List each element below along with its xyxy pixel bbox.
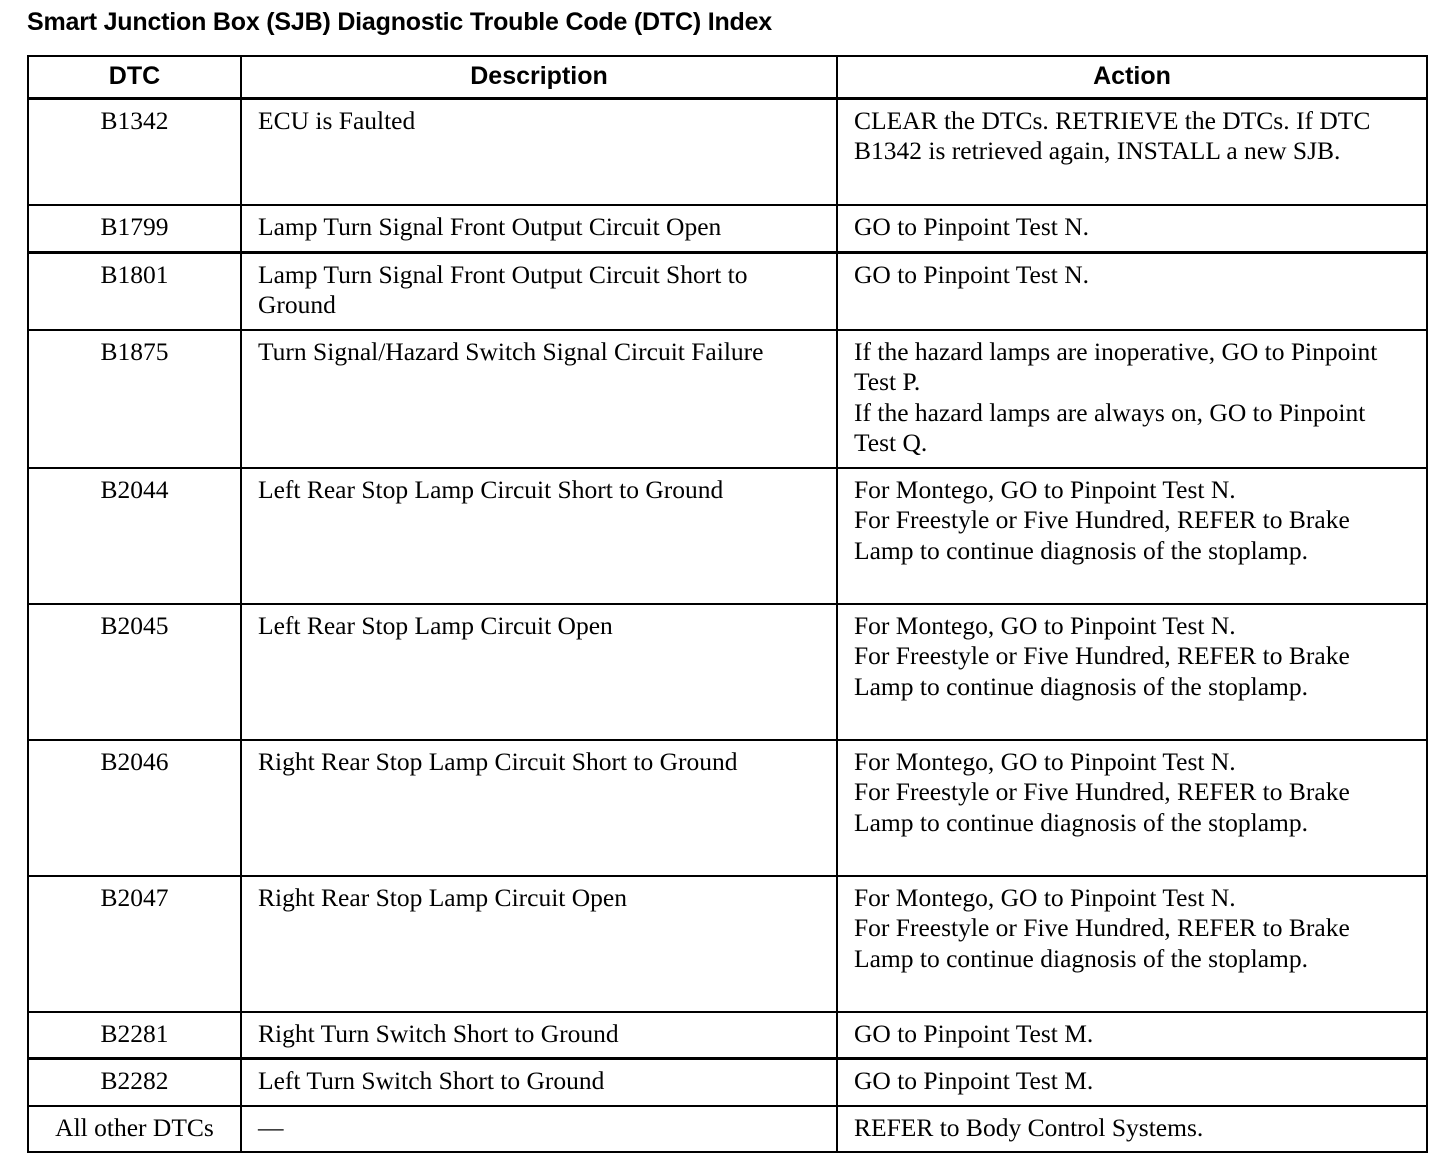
action-line: For Freestyle or Five Hundred, REFER to Brake Lamp to continue diagnosis of the stoplamp.: [854, 777, 1350, 837]
dtc-description: Lamp Turn Signal Front Output Circuit Open: [241, 205, 837, 252]
dtc-code: B1799: [28, 205, 241, 252]
dtc-action: [837, 740, 1427, 876]
action-line: For Montego, GO to Pinpoint Test N.: [854, 882, 1236, 912]
action-line: For Montego, GO to Pinpoint Test N.: [854, 746, 1236, 776]
table-row: [28, 98, 1427, 205]
table-row: [28, 604, 1427, 740]
dtc-code: B2281: [28, 1012, 241, 1059]
dtc-action: [837, 604, 1427, 740]
table-row: [28, 468, 1427, 604]
action-line: GO to Pinpoint Test N.: [854, 259, 1090, 289]
header-dtc: DTC: [28, 56, 241, 98]
dtc-code: B2044: [28, 468, 241, 604]
table-row: [28, 1012, 1427, 1059]
dtc-code: B1875: [28, 330, 241, 468]
table-row: [28, 205, 1427, 252]
table-row: [28, 252, 1427, 330]
header-action: Action: [837, 56, 1427, 98]
dtc-action: [837, 205, 1427, 252]
dtc-index-table: [27, 55, 1428, 1153]
dtc-description: Turn Signal/Hazard Switch Signal Circuit Failure: [241, 330, 837, 468]
dtc-action: [837, 1106, 1427, 1153]
dtc-code: B1801: [28, 252, 241, 330]
dtc-code: All other DTCs: [55, 1112, 214, 1142]
action-line: GO to Pinpoint Test M.: [854, 1018, 1094, 1048]
dtc-description: Right Rear Stop Lamp Circuit Short to Ground: [241, 740, 837, 876]
dtc-action: [837, 98, 1427, 205]
table-row: [28, 330, 1427, 468]
dtc-description: —: [241, 1106, 837, 1153]
table-row: [28, 1106, 1427, 1153]
table-header-row: [28, 56, 1427, 98]
table-row: [28, 740, 1427, 876]
dtc-code: B2046: [28, 740, 241, 876]
document-title: Smart Junction Box (SJB) Diagnostic Trouble Code (DTC) Index: [27, 8, 773, 36]
action-line: GO to Pinpoint Test N.: [854, 212, 1090, 241]
dtc-description: ECU is Faulted: [241, 98, 837, 205]
table-row: [28, 876, 1427, 1012]
action-line: For Freestyle or Five Hundred, REFER to Brake Lamp to continue diagnosis of the stoplamp.: [854, 641, 1350, 701]
dtc-action: [837, 876, 1427, 1012]
dtc-action: [837, 1012, 1427, 1059]
dtc-description: Left Rear Stop Lamp Circuit Short to Ground: [241, 468, 837, 604]
action-line: For Montego, GO to Pinpoint Test N.: [854, 474, 1236, 504]
table-row: [28, 1059, 1427, 1106]
dtc-code: B2282: [28, 1059, 241, 1106]
dtc-description: Left Turn Switch Short to Ground: [241, 1059, 837, 1106]
dtc-description: Right Rear Stop Lamp Circuit Open: [241, 876, 837, 1012]
dtc-code: B2045: [28, 604, 241, 740]
action-line: GO to Pinpoint Test M.: [854, 1066, 1094, 1095]
dtc-code: B2047: [28, 876, 241, 1012]
dtc-description: Right Turn Switch Short to Ground: [241, 1012, 837, 1059]
dtc-description: Lamp Turn Signal Front Output Circuit Short to Ground: [241, 252, 837, 330]
action-line: REFER to Body Control Systems.: [854, 1112, 1204, 1142]
header-description: Description: [241, 56, 837, 98]
dtc-description: Left Rear Stop Lamp Circuit Open: [241, 604, 837, 740]
dtc-action: [837, 252, 1427, 330]
dtc-code: B1342: [28, 98, 241, 205]
dtc-action: [837, 330, 1427, 468]
dtc-action: [837, 1059, 1427, 1106]
action-line: If the hazard lamps are inoperative, GO to Pinpoint Test P.: [854, 336, 1378, 396]
action-line: If the hazard lamps are always on, GO to Pinpoint Test Q.: [854, 397, 1366, 457]
action-line: For Montego, GO to Pinpoint Test N.: [854, 610, 1236, 640]
action-line: For Freestyle or Five Hundred, REFER to Brake Lamp to continue diagnosis of the stoplamp.: [854, 505, 1350, 565]
dtc-action: [837, 468, 1427, 604]
action-line: For Freestyle or Five Hundred, REFER to Brake Lamp to continue diagnosis of the stoplamp.: [854, 913, 1350, 973]
action-line: CLEAR the DTCs. RETRIEVE the DTCs. If DTC B1342 is retrieved again, INSTALL a new SJB.: [854, 105, 1371, 165]
